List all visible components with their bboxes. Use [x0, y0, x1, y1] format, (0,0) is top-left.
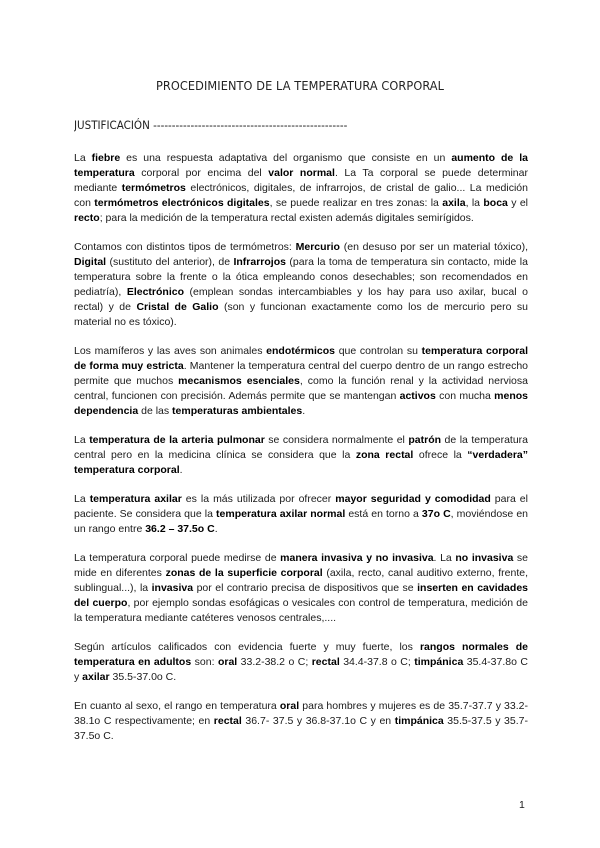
text-run: 34.4-37.8 o C; [339, 656, 415, 668]
text-run: se mide en diferentes [74, 552, 529, 579]
text-run: es la más utilizada por ofrecer [181, 493, 336, 505]
bold-text-run: rangos normales de temperatura en adultos [74, 641, 528, 668]
text-run: para hombres y mujeres es de 35.7-37.7 y 33.2-38.1o C respectivamente; en [74, 700, 528, 727]
bold-text-run: zonas de la superficie corporal [165, 567, 323, 579]
bold-text-run: activos [399, 390, 436, 402]
bold-text-run: aumento de la temperatura [74, 152, 528, 179]
text-run: son: [191, 656, 218, 668]
section-heading: JUSTIFICACIÓN [74, 118, 150, 132]
bold-text-run: mecanismos esenciales [178, 375, 300, 387]
text-run: . Mantener la temperatura central del cuerpo dentro de un rango estrecho permite que muchos [74, 360, 528, 387]
bold-text-run: axila [442, 197, 466, 209]
bold-text-run: 36.2 – 37.5o C [145, 523, 215, 535]
text-run: 36.7- 37.5 y 36.8-37.1o C y en [241, 715, 395, 727]
bold-text-run: Cristal de Galio [136, 301, 219, 313]
text-run: que controlan su [335, 345, 422, 357]
text-run: Contamos con distintos tipos de termómetros: [74, 241, 296, 253]
text-run: (en desuso por ser un material tóxico), [339, 241, 529, 253]
text-run: , moviéndose en un rango entre [74, 508, 529, 535]
text-run: Los mamíferos y las aves son animales [74, 345, 267, 357]
text-run: por el contrario precisa de dispositivos que se [193, 582, 418, 594]
bold-text-run: patrón [408, 434, 442, 446]
text-run: (sustituto del anterior), de [106, 256, 234, 268]
text-run: . [302, 405, 306, 417]
bold-text-run: temperatura axilar normal [216, 508, 346, 520]
bold-text-run: zona rectal [355, 449, 414, 461]
bold-text-run: Mercurio [295, 241, 340, 253]
body-paragraph [74, 240, 528, 330]
page-number: 1 [519, 799, 525, 811]
section-rule: ---------------------------------------------------- [153, 118, 348, 132]
bold-text-run: axilar [82, 671, 110, 683]
bold-text-run: timpánica [414, 656, 464, 668]
text-run: 35.5-37.5 y 35.7-37.5o C. [74, 715, 528, 742]
text-run: (para la toma de temperatura sin contacto, mide la temperatura sobre la frente o la ótica empleando conos desechables; son recomendados en pediatría), [74, 256, 528, 298]
bold-text-run: oral [279, 700, 300, 712]
text-run: se considera normalmente el [264, 434, 409, 446]
text-run: con mucha [435, 390, 495, 402]
document-body [74, 151, 528, 758]
text-run: (axila, recto, canal auditivo externo, frente, sublingual...), la [74, 567, 528, 594]
text-run: 35.5-37.0o C. [109, 671, 177, 683]
text-run: La temperatura corporal puede medirse de [74, 552, 281, 564]
bold-text-run: recto [74, 212, 100, 224]
text-run: electrónicos, digitales, de infrarrojos, de cristal de galio... La medición con [74, 182, 528, 209]
section-heading-line [74, 118, 528, 132]
bold-text-run: boca [483, 197, 508, 209]
bold-text-run: rectal [213, 715, 242, 727]
bold-text-run: 37o C [421, 508, 451, 520]
bold-text-run: endotérmicos [266, 345, 336, 357]
text-run: 35.4-37.8o C y [74, 656, 528, 683]
body-paragraph [74, 344, 528, 419]
bold-text-run: Infrarrojos [233, 256, 286, 268]
text-run: de la temperatura central pero en la medicina clínica se considera que la [74, 434, 529, 461]
bold-text-run: temperatura axilar [89, 493, 182, 505]
bold-text-run: rectal [311, 656, 340, 668]
text-run: Según artículos calificados con evidencia fuerte y muy fuerte, los [74, 641, 420, 653]
text-run: ; para la medición de la temperatura rectal existen además digitales semirígidos. [99, 212, 474, 224]
text-run: corporal por encima del [134, 167, 269, 179]
text-run: . [214, 523, 218, 535]
text-run: . La Ta corporal se puede determinar mediante [74, 167, 528, 194]
body-paragraph [74, 640, 528, 685]
bold-text-run: mayor seguridad y comodidad [335, 493, 491, 505]
bold-text-run: oral [217, 656, 238, 668]
text-run: La [74, 152, 92, 164]
bold-text-run: Digital [74, 256, 107, 268]
body-paragraph [74, 151, 528, 226]
text-run: , por ejemplo sondas esofágicas o vesicales con control de temperatura, medición de la temperatura mediante catéteres venosos centrales,.... [74, 597, 528, 624]
bold-text-run: temperatura de la arteria pulmonar [89, 434, 265, 446]
text-run: , la [465, 197, 484, 209]
bold-text-run: temperaturas ambientales [172, 405, 303, 417]
bold-text-run: invasiva [151, 582, 194, 594]
bold-text-run: termómetros electrónicos digitales [94, 197, 270, 209]
text-run: 33.2-38.2 o C; [237, 656, 312, 668]
text-run: y el [507, 197, 528, 209]
text-run: , se puede realizar en tres zonas: la [269, 197, 443, 209]
text-run: La [74, 493, 90, 505]
body-paragraph [74, 699, 528, 744]
text-run: (son y funcionan exactamente como los de mercurio pero su material no es tóxico). [74, 301, 528, 328]
bold-text-run: no invasiva [455, 552, 514, 564]
bold-text-run: valor normal [268, 167, 335, 179]
text-run: ofrece la [413, 449, 468, 461]
text-run: . La [433, 552, 456, 564]
body-paragraph [74, 433, 528, 478]
bold-text-run: “verdadera” temperatura corporal [74, 449, 528, 476]
text-run: está en torno a [345, 508, 422, 520]
text-run: (emplean sondas intercambiables y los hay para uso axilar, bucal o rectal) y de [74, 286, 528, 313]
text-run: de las [138, 405, 173, 417]
body-paragraph [74, 492, 528, 537]
bold-text-run: Electrónico [126, 286, 184, 298]
text-run: La [74, 434, 90, 446]
text-run: es una respuesta adaptativa del organismo que consiste en un [120, 152, 452, 164]
body-paragraph [74, 551, 528, 626]
text-run: , como la función renal y la actividad nerviosa central, funcionen con precisión. Además permite que se mantengan [74, 375, 528, 402]
bold-text-run: menos dependencia [74, 390, 528, 417]
page-title: PROCEDIMIENTO DE LA TEMPERATURA CORPORAL [155, 78, 445, 93]
bold-text-run: timpánica [394, 715, 444, 727]
bold-text-run: manera invasiva y no invasiva [280, 552, 434, 564]
bold-text-run: inserten en cavidades del cuerpo [74, 582, 528, 609]
bold-text-run: temperatura corporal de forma muy estricta [74, 345, 528, 372]
text-run: para el paciente. Se considera que la [74, 493, 528, 520]
text-run: . [179, 464, 183, 476]
bold-text-run: fiebre [91, 152, 121, 164]
text-run: En cuanto al sexo, el rango en temperatura [74, 700, 280, 712]
bold-text-run: termómetros [121, 182, 186, 194]
